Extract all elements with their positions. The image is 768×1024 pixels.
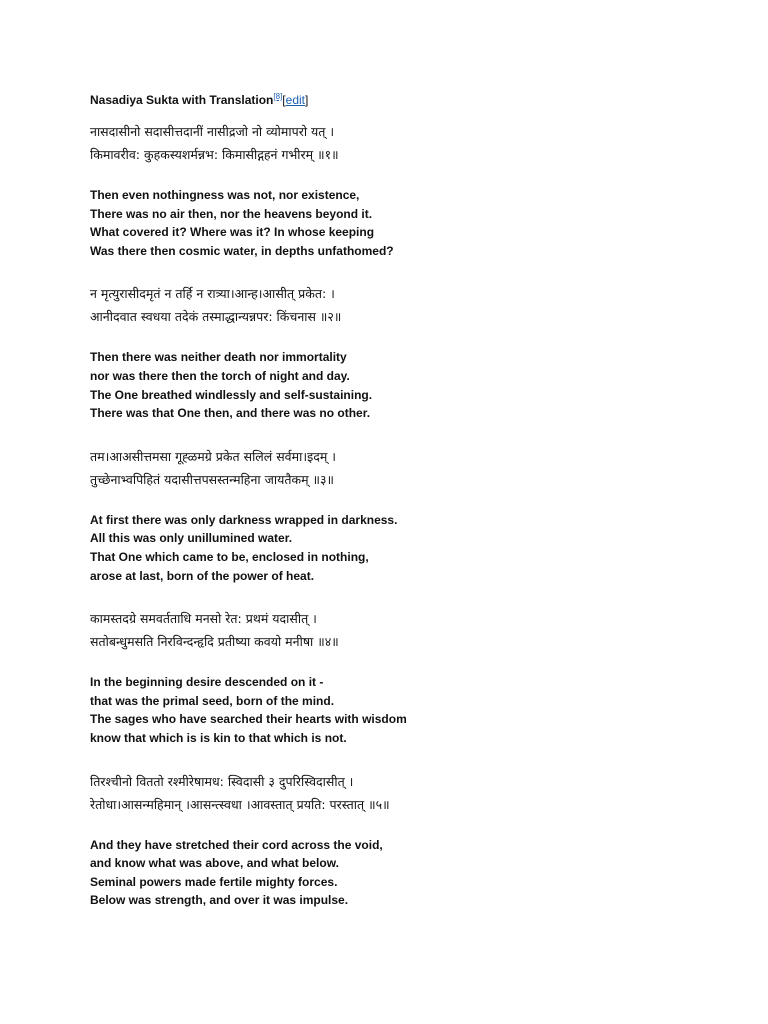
- translation-line: And they have stretched their cord across the void,: [90, 837, 383, 852]
- sanskrit-line: रेतोधा।आसन्महिमान् ।आसन्त्स्वधा ।आवस्तात् प्रयति: परस्तात् ॥५॥: [90, 796, 390, 812]
- translation-line: The sages who have searched their hearts with wisdom: [90, 712, 407, 727]
- stanza-3: [90, 445, 730, 607]
- translation-line: that was the primal seed, born of the mind.: [90, 693, 335, 708]
- translation-line: Below was strength, and over it was impulse.: [90, 893, 349, 908]
- translation-line: What covered it? Where was it? In whose keeping: [90, 225, 375, 240]
- document-page: [90, 92, 730, 910]
- heading-title: Nasadiya Sukta with Translation: [90, 93, 274, 107]
- edit-link[interactable]: edit: [285, 93, 305, 107]
- sanskrit-line: न मृत्युरासीदमृतं न तर्हि न रात्र्या।आन्ह।आसीत् प्रकेत: ।: [90, 286, 335, 302]
- translation-line: Was there then cosmic water, in depths unfathomed?: [90, 243, 394, 258]
- sanskrit-line: किमावरीव: कुहकस्यशर्मन्नभ: किमासीद्गहनं गभीरम् ॥१॥: [90, 147, 339, 162]
- sanskrit-line: सतोबन्धुमसति निरविन्दन्हृदि प्रतीष्या कवयो मनीषा ॥४॥: [90, 634, 339, 650]
- sanskrit-line: नासदासीनो सदासीत्तदानीं नासीद्रजो नो व्योमापरो यत् ।: [90, 124, 335, 139]
- sanskrit-line: तिरश्चीनो विततो रश्मीरेषामध: स्विदासी ३ दुपरिस्विदासीत् ।: [90, 773, 354, 789]
- translation-line: nor was there then the torch of night and day.: [90, 368, 350, 383]
- translation-line: The One breathed windlessly and self-sustaining.: [90, 387, 373, 402]
- sanskrit-line: तुच्छेनाभ्वपिहितं यदासीत्तपसस्तन्महिना जायतैकम् ॥३॥: [90, 471, 335, 487]
- reference-link[interactable]: [8]: [273, 92, 283, 101]
- translation-line: There was that One then, and there was no other.: [90, 406, 371, 421]
- translation-line: and know what was above, and what below.: [90, 856, 339, 871]
- stanza-4: [90, 607, 730, 769]
- stanza-2: [90, 282, 730, 444]
- translation-line: know that which is is kin to that which is not.: [90, 730, 347, 745]
- sanskrit-line: कामस्तदग्रे समवर्तताधि मनसो रेत: प्रथमं यदासीत् ।: [90, 611, 317, 627]
- edit-open-bracket: [: [282, 93, 286, 107]
- stanza-1: [90, 120, 730, 282]
- translation-line: At first there was only darkness wrapped in darkness.: [90, 512, 398, 527]
- section-heading: [90, 92, 730, 108]
- sanskrit-line: तम।आअसीत्तमसा गूह्ळमग्रे प्रकेत सलिलं सर्वमा।इदम् ।: [90, 448, 337, 464]
- translation-line: All this was only unillumined water.: [90, 531, 293, 546]
- translation-line: In the beginning desire descended on it -: [90, 675, 324, 690]
- translation-line: arose at last, born of the power of heat.: [90, 568, 315, 583]
- stanza-5: [90, 770, 730, 910]
- edit-close-bracket: ]: [305, 93, 309, 107]
- sanskrit-line: आनीदवात स्वधया तदेकं तस्माद्धान्यन्नपर: किंचनास ॥२॥: [90, 309, 342, 325]
- translation-line: Then even nothingness was not, nor existence,: [90, 188, 360, 202]
- translation-line: That One which came to be, enclosed in nothing,: [90, 549, 369, 564]
- translation-line: There was no air then, nor the heavens beyond it.: [90, 206, 373, 221]
- translation-line: Seminal powers made fertile mighty forces.: [90, 874, 338, 889]
- translation-line: Then there was neither death nor immortality: [90, 350, 347, 365]
